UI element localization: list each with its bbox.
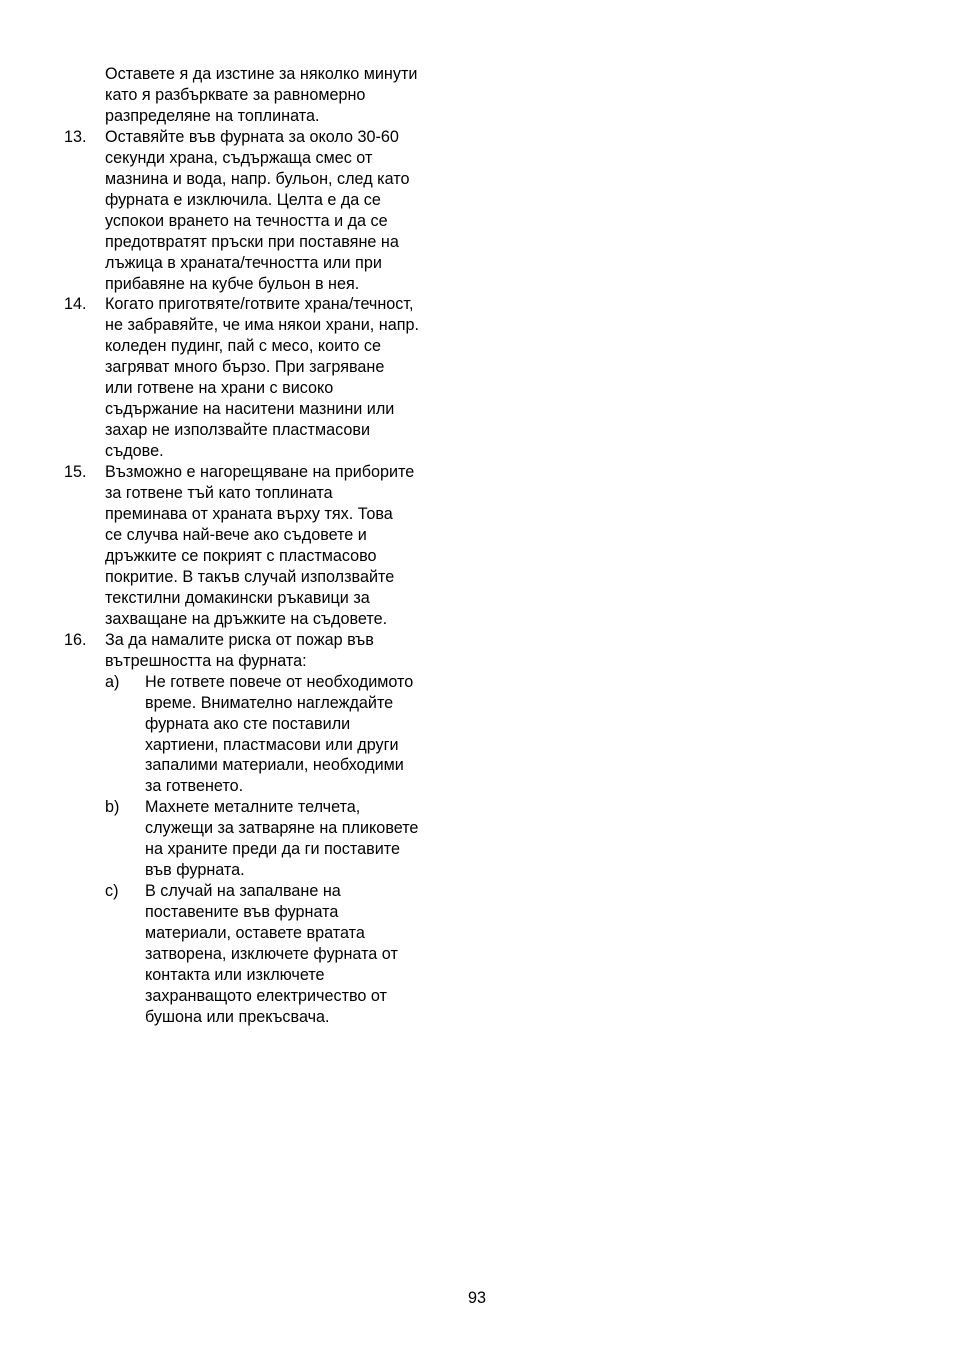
text-line: бушона или прекъсвача. bbox=[145, 1007, 330, 1026]
item-number: 16. bbox=[64, 630, 87, 649]
sub-item-c bbox=[105, 881, 464, 1028]
text-line: За да намалите риска от пожар във bbox=[105, 630, 374, 649]
item-number: 14. bbox=[64, 295, 87, 314]
text-line: прибавяне на кубче бульон в нея. bbox=[105, 274, 360, 293]
sub-item-b bbox=[105, 797, 464, 881]
text-line: на храните преди да ги поставите bbox=[145, 840, 401, 859]
text-line: за готвенето. bbox=[145, 777, 244, 796]
text-line: съдържание на наситени мазнини или bbox=[105, 400, 395, 419]
text-line: В случай на запалване на bbox=[145, 882, 341, 901]
text-line: фурната ако сте поставили bbox=[145, 714, 351, 733]
text-line: фурната е изключила. Целта е да се bbox=[105, 190, 381, 209]
text-line: разпределяне на топлината. bbox=[105, 106, 320, 125]
text-line: Възможно е нагорещяване на приборите bbox=[105, 463, 415, 482]
text-line: съдове. bbox=[105, 442, 164, 461]
text-line: поставените във фурната bbox=[145, 903, 339, 922]
text-line: Оставяйте във фурната за около 30-60 bbox=[105, 127, 399, 146]
text-line: захар не използвайте пластмасови bbox=[105, 421, 370, 440]
text-line: Махнете металните телчета, bbox=[145, 798, 361, 817]
text-line: служещи за затваряне на пликовете bbox=[145, 819, 419, 838]
page-number: 93 bbox=[467, 1289, 486, 1307]
text-line: затворена, изключете фурната от bbox=[145, 945, 398, 964]
item-text bbox=[105, 294, 464, 462]
text-line: успокои врането на течността и да се bbox=[105, 211, 388, 230]
list-item-14 bbox=[64, 294, 464, 462]
text-line: захващане на дръжките на съдовете. bbox=[105, 609, 388, 628]
intro-paragraph bbox=[105, 64, 464, 127]
text-line: или готвене на храни с високо bbox=[105, 379, 334, 398]
text-column bbox=[64, 64, 464, 1028]
text-line: като я разбърквате за равномерно bbox=[105, 85, 366, 104]
text-line: загряват много бързо. При загряване bbox=[105, 358, 385, 377]
text-line: преминава от храната върху тях. Това bbox=[105, 505, 393, 524]
text-line: Не гответе повече от необходимото bbox=[145, 672, 414, 691]
text-line: запалими материали, необходими bbox=[145, 756, 404, 775]
list-item-15 bbox=[64, 462, 464, 630]
sub-item-text bbox=[145, 797, 464, 881]
text-line: секунди храна, съдържаща смес от bbox=[105, 148, 373, 167]
text-line: хартиени, пластмасови или други bbox=[145, 735, 399, 754]
item-text bbox=[105, 462, 464, 630]
list-item-16 bbox=[64, 630, 464, 1028]
text-line: във фурната. bbox=[145, 861, 245, 880]
text-line: текстилни домакински ръкавици за bbox=[105, 588, 370, 607]
item-text bbox=[105, 127, 464, 295]
text-line: мазнина и вода, напр. бульон, след като bbox=[105, 169, 410, 188]
item-number: 13. bbox=[64, 127, 87, 146]
sub-item-text bbox=[145, 881, 464, 1028]
sub-item-text bbox=[145, 672, 464, 798]
text-line: лъжица в храната/течността или при bbox=[105, 253, 382, 272]
text-line: време. Внимателно наглеждайте bbox=[145, 693, 394, 712]
text-line: покритие. В такъв случай използвайте bbox=[105, 567, 395, 586]
sub-item-label: b) bbox=[105, 798, 120, 817]
text-line: се случва най-вече ако съдовете и bbox=[105, 525, 367, 544]
text-line: предотвратят пръски при поставяне на bbox=[105, 232, 399, 251]
item-number: 15. bbox=[64, 463, 87, 482]
text-line: дръжките се покрият с пластмасово bbox=[105, 546, 377, 565]
text-line: за готвене тъй като топлината bbox=[105, 484, 333, 503]
list-item-13 bbox=[64, 127, 464, 295]
item-text bbox=[105, 630, 464, 1028]
text-line: Когато приготвяте/готвите храна/течност, bbox=[105, 295, 414, 314]
text-line: Оставете я да изстине за няколко минути bbox=[105, 65, 418, 83]
text-line: захранващото електричество от bbox=[145, 986, 387, 1005]
text-line: вътрешността на фурната: bbox=[105, 651, 307, 670]
sub-item-label: a) bbox=[105, 672, 120, 691]
text-line: материали, оставете вратата bbox=[145, 924, 365, 943]
text-line: не забравяйте, че има някои храни, напр. bbox=[105, 316, 419, 335]
sub-item-label: c) bbox=[105, 882, 119, 901]
sub-item-a bbox=[105, 672, 464, 798]
text-line: коледен пудинг, пай с месо, които се bbox=[105, 337, 381, 356]
text-line: контакта или изключете bbox=[145, 965, 325, 984]
